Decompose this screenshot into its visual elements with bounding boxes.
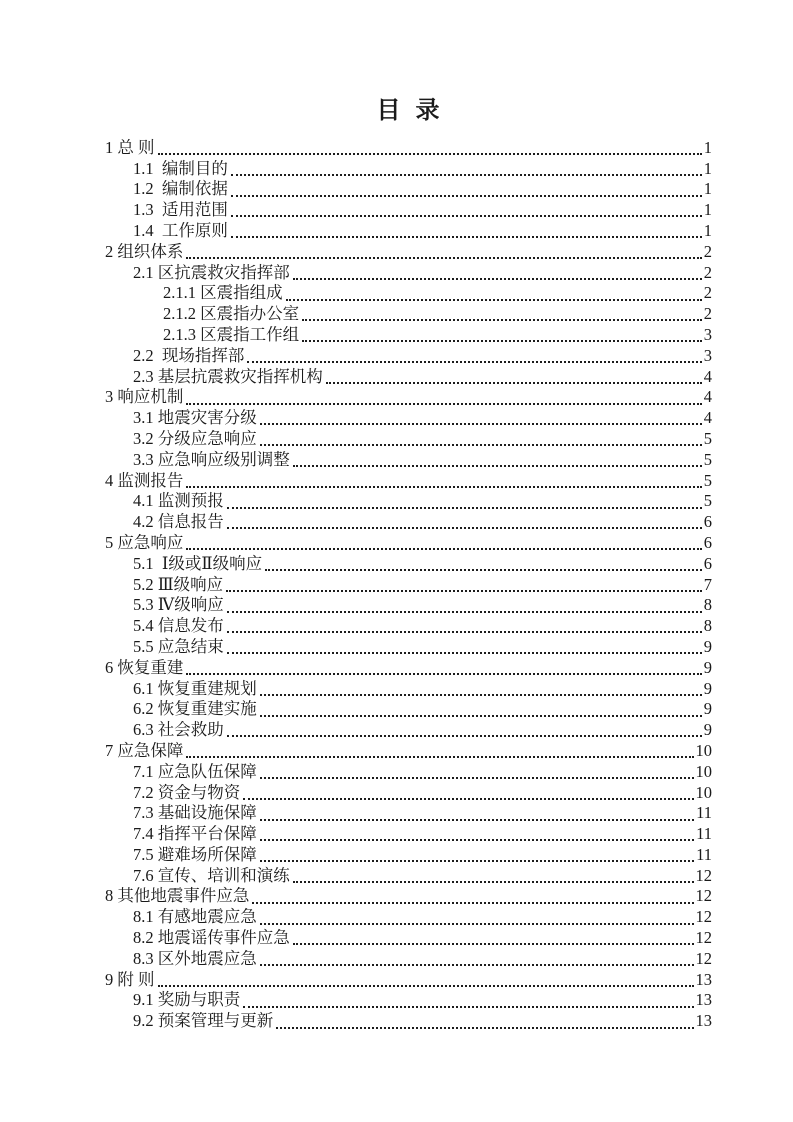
toc-entry-label: 5.5 应急结束 bbox=[133, 636, 224, 656]
toc-leader-dots bbox=[243, 990, 693, 1007]
toc-leader-dots bbox=[302, 325, 702, 342]
toc-entry bbox=[105, 491, 712, 512]
toc-entry-label: 5.3 Ⅳ级响应 bbox=[133, 595, 224, 615]
toc-leader-dots bbox=[231, 200, 702, 217]
toc-entry-label: 7 应急保障 bbox=[105, 740, 184, 760]
toc-entry-page: 10 bbox=[695, 782, 712, 802]
toc-leader-dots bbox=[186, 533, 701, 550]
toc-entry bbox=[105, 533, 712, 554]
toc-entry bbox=[105, 138, 712, 159]
toc-entry-label: 8.2 地震谣传事件应急 bbox=[133, 928, 290, 948]
toc-entry-page: 5 bbox=[703, 491, 712, 511]
toc-entry bbox=[105, 970, 712, 991]
toc-entry bbox=[105, 658, 712, 679]
toc-entry bbox=[105, 408, 712, 429]
toc-entry-label: 2.2 现场指挥部 bbox=[133, 345, 245, 365]
toc-entry bbox=[105, 783, 712, 804]
toc-entry bbox=[105, 471, 712, 492]
toc-leader-dots bbox=[231, 179, 702, 196]
toc-entry-label: 2.1.2 区震指办公室 bbox=[163, 304, 300, 324]
toc-entry-page: 5 bbox=[703, 428, 712, 448]
toc-entry-page: 4 bbox=[703, 387, 712, 407]
toc-entry bbox=[105, 741, 712, 762]
toc-entry-label: 6 恢复重建 bbox=[105, 657, 184, 677]
toc-leader-dots bbox=[260, 408, 702, 425]
toc-entry-page: 2 bbox=[703, 241, 712, 261]
toc-leader-dots bbox=[293, 450, 702, 467]
toc-entry-label: 9 附 则 bbox=[105, 969, 155, 989]
toc-leader-dots bbox=[286, 283, 702, 300]
toc-entry-label: 7.6 宣传、培训和演练 bbox=[133, 865, 290, 885]
toc-entry-label: 1 总 则 bbox=[105, 137, 155, 157]
toc-entry-page: 6 bbox=[703, 512, 712, 532]
toc-leader-dots bbox=[260, 679, 702, 696]
toc-entry-page: 3 bbox=[703, 324, 712, 344]
toc-entry-page: 8 bbox=[703, 595, 712, 615]
toc-leader-dots bbox=[260, 845, 694, 862]
toc-entry-page: 12 bbox=[695, 928, 712, 948]
toc-entry-label: 6.2 恢复重建实施 bbox=[133, 699, 257, 719]
toc-entry-page: 6 bbox=[703, 532, 712, 552]
toc-entry-label: 3.1 地震灾害分级 bbox=[133, 408, 257, 428]
toc-entry-label: 1.3 适用范围 bbox=[133, 200, 228, 220]
toc-leader-dots bbox=[276, 1011, 693, 1028]
toc-entry bbox=[105, 575, 712, 596]
toc-leader-dots bbox=[265, 554, 702, 571]
toc-leader-dots bbox=[326, 367, 702, 384]
toc-entry-label: 2 组织体系 bbox=[105, 241, 184, 261]
toc-entry-page: 13 bbox=[695, 1011, 712, 1031]
toc-entry bbox=[105, 159, 712, 180]
toc-entry-page: 6 bbox=[703, 553, 712, 573]
toc-leader-dots bbox=[158, 970, 694, 987]
toc-entry bbox=[105, 907, 712, 928]
toc-entry-label: 1.4 工作原则 bbox=[133, 220, 228, 240]
toc-leader-dots bbox=[260, 762, 694, 779]
toc-leader-dots bbox=[293, 866, 694, 883]
toc-entry-page: 2 bbox=[703, 283, 712, 303]
toc-entry-page: 11 bbox=[696, 844, 712, 864]
toc-leader-dots bbox=[186, 387, 701, 404]
toc-entry-label: 7.4 指挥平台保障 bbox=[133, 824, 257, 844]
toc-entry-label: 8.3 区外地震应急 bbox=[133, 948, 257, 968]
toc-entry-label: 3.3 应急响应级别调整 bbox=[133, 449, 290, 469]
toc-entry-page: 7 bbox=[703, 574, 712, 594]
toc-leader-dots bbox=[227, 491, 702, 508]
toc-entry bbox=[105, 367, 712, 388]
toc-entry-label: 7.5 避难场所保障 bbox=[133, 844, 257, 864]
toc-entry bbox=[105, 387, 712, 408]
toc-entry bbox=[105, 200, 712, 221]
toc-entry-page: 4 bbox=[703, 408, 712, 428]
toc-entry bbox=[105, 679, 712, 700]
toc-entry bbox=[105, 325, 712, 346]
toc-entry-page: 13 bbox=[695, 969, 712, 989]
toc-entry-page: 11 bbox=[696, 824, 712, 844]
toc-leader-dots bbox=[293, 263, 702, 280]
toc-leader-dots bbox=[227, 512, 702, 529]
toc-leader-dots bbox=[227, 720, 702, 737]
toc-entry-page: 9 bbox=[703, 678, 712, 698]
toc-entry bbox=[105, 554, 712, 575]
toc-leader-dots bbox=[186, 658, 701, 675]
toc-leader-dots bbox=[293, 928, 694, 945]
toc-entry-page: 9 bbox=[703, 720, 712, 740]
toc-entry bbox=[105, 824, 712, 845]
toc-leader-dots bbox=[302, 304, 702, 321]
toc-entry-page: 12 bbox=[695, 907, 712, 927]
toc-list bbox=[105, 138, 712, 1032]
toc-entry-page: 12 bbox=[695, 886, 712, 906]
toc-leader-dots bbox=[260, 429, 702, 446]
toc-entry-page: 1 bbox=[703, 179, 712, 199]
toc-entry-label: 7.1 应急队伍保障 bbox=[133, 761, 257, 781]
toc-entry bbox=[105, 179, 712, 200]
toc-entry bbox=[105, 845, 712, 866]
toc-leader-dots bbox=[227, 595, 702, 612]
toc-entry-page: 1 bbox=[703, 158, 712, 178]
toc-entry-label: 5.4 信息发布 bbox=[133, 616, 224, 636]
toc-entry bbox=[105, 928, 712, 949]
toc-leader-dots bbox=[260, 949, 694, 966]
toc-entry-label: 2.1.1 区震指组成 bbox=[163, 283, 283, 303]
toc-entry-label: 3.2 分级应急响应 bbox=[133, 428, 257, 448]
toc-leader-dots bbox=[260, 824, 694, 841]
toc-entry-label: 7.2 资金与物资 bbox=[133, 782, 241, 802]
toc-leader-dots bbox=[260, 699, 702, 716]
toc-entry-page: 10 bbox=[695, 761, 712, 781]
toc-entry bbox=[105, 450, 712, 471]
toc-entry-label: 6.1 恢复重建规划 bbox=[133, 678, 257, 698]
toc-entry-page: 9 bbox=[703, 699, 712, 719]
toc-leader-dots bbox=[227, 637, 702, 654]
toc-entry bbox=[105, 346, 712, 367]
toc-leader-dots bbox=[226, 575, 702, 592]
toc-entry bbox=[105, 512, 712, 533]
toc-leader-dots bbox=[186, 741, 693, 758]
toc-entry bbox=[105, 1011, 712, 1032]
toc-entry-label: 1.2 编制依据 bbox=[133, 179, 228, 199]
toc-entry-label: 7.3 基础设施保障 bbox=[133, 803, 257, 823]
toc-leader-dots bbox=[260, 803, 694, 820]
toc-leader-dots bbox=[231, 221, 702, 238]
toc-entry-label: 9.1 奖励与职责 bbox=[133, 990, 241, 1010]
toc-entry-label: 1.1 编制目的 bbox=[133, 158, 228, 178]
toc-entry bbox=[105, 990, 712, 1011]
toc-entry-page: 5 bbox=[703, 449, 712, 469]
toc-entry bbox=[105, 595, 712, 616]
toc-entry bbox=[105, 803, 712, 824]
toc-leader-dots bbox=[231, 159, 702, 176]
toc-entry bbox=[105, 720, 712, 741]
toc-leader-dots bbox=[186, 242, 701, 259]
toc-entry-label: 6.3 社会救助 bbox=[133, 720, 224, 740]
toc-leader-dots bbox=[247, 346, 701, 363]
toc-entry bbox=[105, 221, 712, 242]
toc-entry-page: 12 bbox=[695, 865, 712, 885]
toc-entry-page: 10 bbox=[695, 740, 712, 760]
toc-entry-page: 9 bbox=[703, 657, 712, 677]
toc-entry bbox=[105, 283, 712, 304]
toc-leader-dots bbox=[158, 138, 702, 155]
toc-entry bbox=[105, 616, 712, 637]
toc-entry-page: 1 bbox=[703, 200, 712, 220]
toc-entry bbox=[105, 762, 712, 783]
toc-entry-page: 1 bbox=[703, 220, 712, 240]
toc-entry-label: 5 应急响应 bbox=[105, 532, 184, 552]
toc-entry-page: 9 bbox=[703, 636, 712, 656]
toc-leader-dots bbox=[260, 907, 694, 924]
toc-entry bbox=[105, 699, 712, 720]
toc-leader-dots bbox=[227, 616, 702, 633]
toc-entry-label: 4.1 监测预报 bbox=[133, 491, 224, 511]
toc-entry-label: 9.2 预案管理与更新 bbox=[133, 1011, 274, 1031]
page-title: 目 录 bbox=[376, 98, 441, 124]
toc-entry-label: 3 响应机制 bbox=[105, 387, 184, 407]
toc-leader-dots bbox=[186, 471, 701, 488]
toc-entry bbox=[105, 242, 712, 263]
toc-entry-page: 13 bbox=[695, 990, 712, 1010]
toc-entry-page: 2 bbox=[703, 304, 712, 324]
toc-leader-dots bbox=[252, 886, 693, 903]
toc-entry-page: 5 bbox=[703, 470, 712, 490]
toc-entry bbox=[105, 304, 712, 325]
toc-entry-page: 1 bbox=[703, 137, 712, 157]
toc-leader-dots bbox=[243, 783, 693, 800]
toc-entry-label: 2.1.3 区震指工作组 bbox=[163, 324, 300, 344]
toc-entry-page: 8 bbox=[703, 616, 712, 636]
toc-entry-page: 4 bbox=[703, 366, 712, 386]
toc-entry-page: 11 bbox=[696, 803, 712, 823]
toc-entry-page: 3 bbox=[703, 345, 712, 365]
toc-entry bbox=[105, 263, 712, 284]
toc-entry-label: 2.3 基层抗震救灾指挥机构 bbox=[133, 366, 323, 386]
toc-entry bbox=[105, 949, 712, 970]
toc-entry-label: 8.1 有感地震应急 bbox=[133, 907, 257, 927]
toc-entry-label: 5.1 Ⅰ级或Ⅱ级响应 bbox=[133, 553, 263, 573]
toc-entry-label: 4 监测报告 bbox=[105, 470, 184, 490]
toc-entry-label: 5.2 Ⅲ级响应 bbox=[133, 574, 224, 594]
toc-entry bbox=[105, 866, 712, 887]
toc-entry-page: 2 bbox=[703, 262, 712, 282]
toc-entry bbox=[105, 429, 712, 450]
toc-entry bbox=[105, 637, 712, 658]
toc-entry-label: 8 其他地震事件应急 bbox=[105, 886, 250, 906]
toc-entry-label: 2.1 区抗震救灾指挥部 bbox=[133, 262, 290, 282]
toc-entry-page: 12 bbox=[695, 948, 712, 968]
toc-entry bbox=[105, 886, 712, 907]
toc-entry-label: 4.2 信息报告 bbox=[133, 512, 224, 532]
